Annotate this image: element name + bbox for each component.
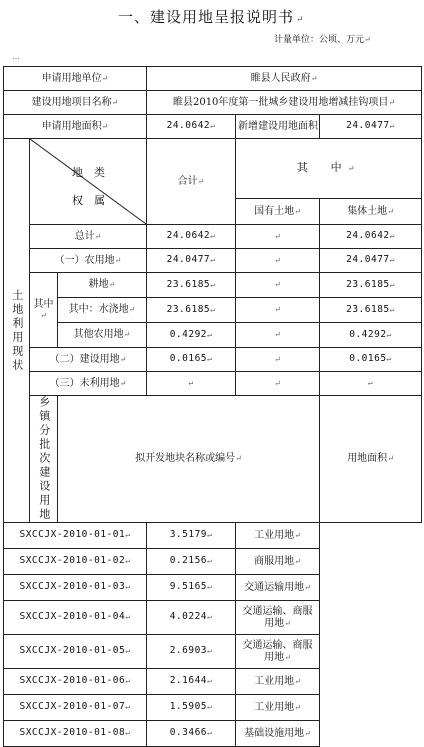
table-row [4, 348, 422, 372]
row-label: （一）农用地↵ [30, 249, 147, 273]
table-row [4, 225, 422, 249]
parcel-id: SXCCJX-2010-01-01↵ [4, 523, 147, 549]
row-label: 其中：水浇地↵ [58, 298, 147, 323]
row-total: 23.6185↵ [147, 273, 236, 298]
row-label: 总计↵ [30, 225, 147, 249]
unit-note: 计量单位：公顷、万元↵ [274, 35, 371, 45]
section-batch-construction-label: 乡镇分批次建设用地 [30, 396, 58, 523]
parcel-area: 0.3466↵ [147, 721, 236, 747]
applicant-value: 睢县人民政府↵ [147, 67, 422, 91]
table-row [4, 523, 422, 549]
row-state: ↵ [236, 372, 320, 396]
area-label: 申请用地面积↵ [4, 115, 147, 139]
diagonal-header-cell [30, 139, 147, 225]
table-row [4, 372, 422, 396]
row-collective: 23.6185↵ [320, 298, 422, 323]
parcel-use: 交通运输、商服用地↵ [236, 635, 320, 669]
parcel-use: 工业用地↵ [236, 669, 320, 695]
row-state: ↵ [236, 298, 320, 323]
among-small-label: 其中↵ [30, 273, 58, 348]
parcel-use: 交通运输用地↵ [236, 575, 320, 601]
state-land-header: 国有土地↵ [236, 199, 320, 225]
new-area-value: 24.0477↵ [320, 115, 422, 139]
row-collective: 0.0165↵ [320, 348, 422, 372]
row-label: （二）建设用地↵ [30, 348, 147, 372]
parcel-area: 4.0224↵ [147, 601, 236, 635]
table-row [4, 273, 422, 298]
diag-top-label: 地 类 [72, 166, 105, 179]
land-use-form-table [3, 66, 422, 747]
parcel-area: 3.5179↵ [147, 523, 236, 549]
parcel-use: 基础设施用地↵ [236, 721, 320, 747]
row-state: ↵ [236, 249, 320, 273]
table-row [4, 721, 422, 747]
section-land-status-label: 土地利用现状 [4, 139, 30, 523]
total-header: 合计↵ [147, 139, 236, 225]
table-row [4, 635, 422, 669]
row-collective: ↵ [320, 372, 422, 396]
table-row [4, 249, 422, 273]
parcel-id: SXCCJX-2010-01-08↵ [4, 721, 147, 747]
area-value: 24.0642↵ [147, 115, 236, 139]
parcel-use: 工业用地↵ [236, 695, 320, 721]
new-area-label: 新增建设用地面积 [236, 115, 320, 139]
parcel-area: 2.6903↵ [147, 635, 236, 669]
parcel-use: 工业用地↵ [236, 523, 320, 549]
parcel-id: SXCCJX-2010-01-03↵ [4, 575, 147, 601]
parcel-area: 1.5905↵ [147, 695, 236, 721]
row-label: （三）未利用地↵ [30, 372, 147, 396]
row-label: 耕地↵ [58, 273, 147, 298]
stray-mark: … [12, 52, 20, 61]
diag-bottom-label: 权 属 [72, 194, 105, 207]
parcel-area: 9.5165↵ [147, 575, 236, 601]
parcel-area-header: 用地面积↵ [320, 396, 422, 523]
parcel-id: SXCCJX-2010-01-04↵ [4, 601, 147, 635]
row-state: ↵ [236, 323, 320, 348]
table-row [4, 601, 422, 635]
parcel-area: 0.2156↵ [147, 549, 236, 575]
row-collective: 24.0477↵ [320, 249, 422, 273]
parcel-area: 2.1644↵ [147, 669, 236, 695]
row-state: ↵ [236, 225, 320, 249]
parcel-id: SXCCJX-2010-01-07↵ [4, 695, 147, 721]
document-title: 一、建设用地呈报说明书 ↵ [118, 8, 305, 26]
parcel-use: 商服用地↵ [236, 549, 320, 575]
row-state: ↵ [236, 348, 320, 372]
parcel-id: SXCCJX-2010-01-02↵ [4, 549, 147, 575]
project-row [4, 91, 422, 115]
row-state: ↵ [236, 273, 320, 298]
table-row [4, 323, 422, 348]
parcel-header-row [4, 396, 422, 523]
table-row [4, 669, 422, 695]
row-total: 24.0642↵ [147, 225, 236, 249]
collective-land-header: 集体土地↵ [320, 199, 422, 225]
row-collective: 23.6185↵ [320, 273, 422, 298]
row-total: 23.6185↵ [147, 298, 236, 323]
parcel-id: SXCCJX-2010-01-06↵ [4, 669, 147, 695]
row-total: 0.0165↵ [147, 348, 236, 372]
row-total: 0.4292↵ [147, 323, 236, 348]
row-total: ↵ [147, 372, 236, 396]
project-label: 建设用地项目名称↵ [4, 91, 147, 115]
among-header: 其 中↵ [236, 139, 422, 199]
table-row [4, 575, 422, 601]
table-row [4, 298, 422, 323]
area-row [4, 115, 422, 139]
row-label: 其他农用地↵ [58, 323, 147, 348]
diagonal-line [30, 139, 146, 224]
row-collective: 0.4292↵ [320, 323, 422, 348]
table-row [4, 549, 422, 575]
parcel-use: 交通运输、商服用地↵ [236, 601, 320, 635]
applicant-row [4, 67, 422, 91]
applicant-label: 申请用地单位↵ [4, 67, 147, 91]
parcel-name-header: 拟开发地块名称或编号↵ [58, 396, 320, 523]
project-value: 睢县2010年度第一批城乡建设用地增减挂钩项目↵ [147, 91, 422, 115]
row-collective: 24.0642↵ [320, 225, 422, 249]
parcel-id: SXCCJX-2010-01-05↵ [4, 635, 147, 669]
table-row [4, 695, 422, 721]
row-total: 24.0477↵ [147, 249, 236, 273]
